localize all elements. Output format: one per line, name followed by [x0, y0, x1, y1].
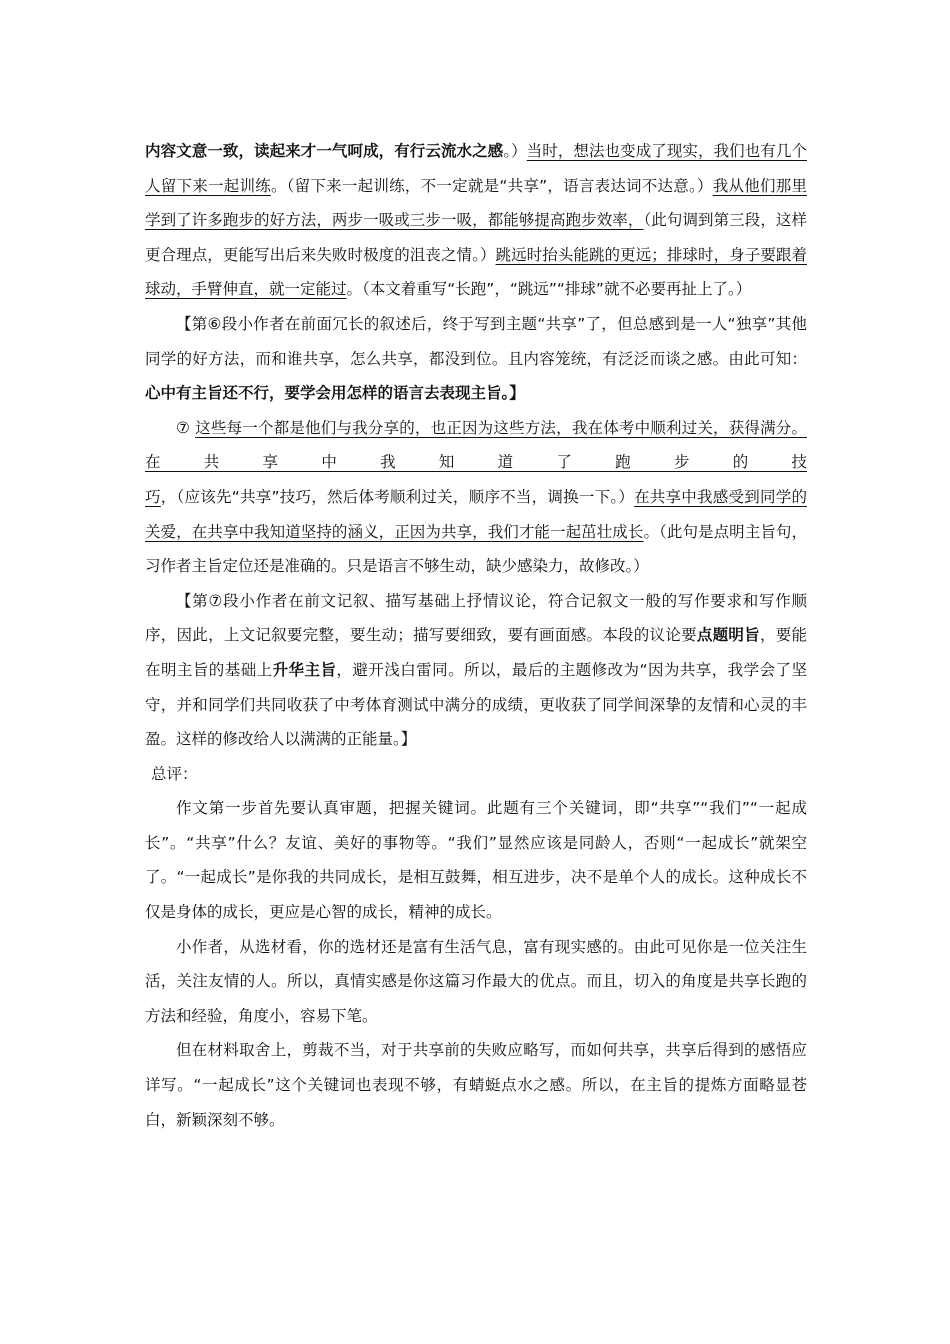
bold-text: 内容文意一致，读起来才一气呵成，有行云流水之感 — [145, 142, 504, 160]
bold-text: 心中有主旨还不行，要学会用怎样的语言去表现主旨。】 — [145, 384, 525, 403]
annotation-text: 。（留下来一起训练，不一定就是“共享”，语言表达词不达意。） — [270, 176, 713, 195]
paragraph-7-revision — [145, 411, 807, 584]
comment-paragraph-6 — [145, 307, 807, 411]
comment-text: ，避开浅白雷同。所以，最后的主题修改为“因为共享，我学会了坚守，并和同学们共同收获了中考体育测试中满分的成绩，更收获了同学间深挚的友情和心灵的丰盈。这样的修改给人以满满的正能量。】 — [145, 660, 807, 749]
comment-text: 【第⑦段小作者在前文记叙、描写基础上抒情议论，符合记叙文一般的写作要求和写作顺序，因此，上文记叙要完整，要生动；描写要细致，要有画面感。本段的议论要 — [145, 591, 807, 645]
annotation-text: 。（此句是点明主旨句，习作者主旨定位还是准确的。只是语言不够生动，缺少感染力，故修改。） — [145, 522, 807, 576]
comment-text: ，要能在明主旨的基础上 — [145, 626, 807, 679]
paragraph-number: ⑦ — [176, 418, 196, 437]
underlined-original-text: 我从他们那里学到了许多跑步的好方法，两步一吸或三步一吸，都能够提高跑步效率， — [145, 176, 807, 230]
comment-paragraph-7 — [145, 584, 807, 757]
summary-paragraph-3: 但在材料取舍上，剪裁不当，对于共享前的失败应略写，而如何共享，共享后得到的感悟应详写。“一起成长”这个关键词也表现不够，有蜻蜓点水之感。所以，在主旨的提炼方面略显苍白，新颖深刻不够。 — [145, 1041, 807, 1129]
document-page — [145, 134, 807, 1137]
comment-text: 【第⑥段小作者在前面冗长的叙述后，终于写到主题“共享”了，但总感到是一人“独享”其他同学的好方法，而和谁共享，怎么共享，都没到位。且内容笼统，有泛泛而谈之感。由此可知： — [145, 314, 807, 368]
annotation-text: （此句调到第三段，这样更合理点，更能写出后来失败时极度的沮丧之情。） — [145, 211, 807, 264]
underlined-original-text: 当时，想法也变成了现实，我们也有几个人留下来一起训练 — [145, 142, 807, 195]
summary-paragraph-2: 小作者，从选材看，你的选材还是富有生活气息，富有现实感的。由此可见你是一位关注生活，关注友情的人。所以，真情实感是你这篇习作最大的优点。而且，切入的角度是共享长跑的方法和经验，角度小，容易下笔。 — [145, 937, 807, 1025]
summary-paragraph-1: 作文第一步首先要认真审题，把握关键词。此题有三个关键词，即“共享”“我们”“一起成长”。“共享”什么？友谊、美好的事物等。“我们”显然应该是同龄人，否则“一起成长”就架空了。“一起成长”是你我的共同成长，是相互鼓舞，相互进步，决不是单个人的成长。这种成长不仅是身体的成长，更应是心智的成长，精神的成长。 — [145, 799, 807, 922]
summary-label: 总评： — [151, 764, 198, 783]
annotation-text: 。（本文着重写“长跑”，“跳远”“排球”就不必要再扯上了。） — [346, 280, 752, 299]
annotation-text: ，（应该先“共享”技巧，然后体考顺利过关，顺序不当，调换一下。） — [160, 487, 635, 506]
underlined-original-text: 跳远时抬头能跳的更远；排球时，身子要跟着球动，手臂伸直，就一定能过 — [145, 245, 807, 299]
bold-text: 升华主旨 — [272, 660, 337, 679]
underlined-original-text: 这些每一个都是他们与我分享的，也正因为这些方法，我在体考中顺利过关，获得满分。在共享中我知道了跑步的技巧 — [145, 418, 807, 506]
annotation-text: 。） — [503, 142, 527, 160]
bold-text: 点题明旨 — [696, 626, 760, 645]
paragraph-6-revision — [145, 134, 807, 307]
underlined-original-text: 在共享中我感受到同学的关爱，在共享中我知道坚持的涵义，正因为共享，我们才能一起茁壮成长 — [145, 487, 807, 541]
